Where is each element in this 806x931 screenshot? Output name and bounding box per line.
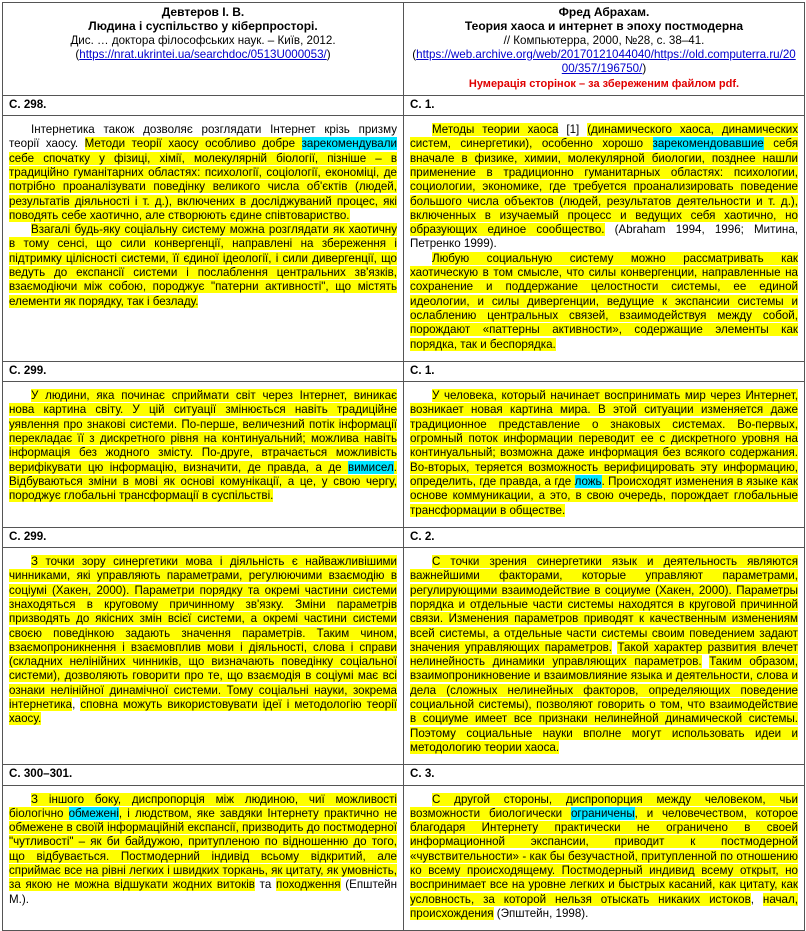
right-page-ref: С. 1. (404, 361, 805, 381)
left-source-link[interactable]: https://nrat.ukrintei.ua/searchdoc/0513U000053/ (79, 47, 327, 61)
page-row (3, 361, 805, 381)
left-text-cell (3, 548, 404, 765)
highlighted-text: Методы теории хаоса (432, 123, 559, 137)
highlighted-word: ограничены (570, 806, 635, 820)
highlighted-word: вимисел (348, 460, 394, 474)
right-page-ref: С. 2. (404, 527, 805, 547)
highlighted-text: Таким образом, взаимопроникновение и взаимовлияние языка и деятельности, слова и дела (сложных нелинейных факторов, определяющих поведение социальной системы), позволяют говорить о том, что взаимодействие в социуме имеет все признаки нелинейной динамической системы. Поэтому социальные науки вполне могут использовать идеи и методологию теории хаоса. (410, 655, 798, 754)
highlighted-text: Такой характер развития влечет нелинейность динамики управляющих параметров. (410, 640, 798, 669)
left-page-ref: С. 299. (3, 361, 404, 381)
highlighted-text: З точки зору синергетики мова і діяльність є найважливішими чинниками, які управляють параметрами, регулюючими взаємодію в соціумі (Хакен, 2000). Параметри порядку та окремі частини системи знаходяться в круговому причинному зв'язку. Зміни параметрів призводять до якісних змін всієї системи, а окремі частини системи своєю поведінкою задають значення параметрів. Таким чином, взаємопроникнення і взаємовплив мови і діяльності, слова і справи (складних нелінійних чинників, що визначають поведінку соціальної системи), дозволяють говорити про те, що взаємодія в соціумі має всі ознаки нелінійної динамічної системи. Тому соціальні науки, зокрема інтернетика (9, 555, 397, 712)
left-page-ref: С. 300–301. (3, 765, 404, 785)
header-row (3, 3, 805, 96)
right-text-cell (404, 116, 805, 362)
right-text-cell (404, 785, 805, 931)
highlighted-text: себя вначале в физике, химии, молекулярной биологии, позднее нашли применение в традиционно гуманитарных областях: психологии, социологии, экономике, где требуется проанализировать поведение большого числа объектов (людей, результатов деятельности и т. д.), включенных в изучаемый процесс и ведущих себя хаотично, но образующих единое сообщество. (410, 137, 799, 237)
right-title: Теория хаоса и интернет в эпоху постмодерна (464, 19, 744, 34)
left-page-ref: С. 299. (3, 527, 404, 547)
right-page-ref: С. 3. (404, 765, 805, 785)
highlighted-text: У человека, который начинает воспринимать мир через Интернет, возникает новая картина мира. В этой ситуации изменяется даже традиционное представление о знаковых системах. Во-первых, огромный поток информации переводит ее с дискретного уровня на континуальный; возможна даже информация без всякого содержания. Во-вторых, теряется возможность верифицировать эту информацию, определить, где правда, а где (410, 389, 798, 488)
right-author: Фред Абрахам. (558, 5, 650, 19)
plain-text: та (254, 878, 277, 892)
left-paragraph (9, 555, 397, 727)
plain-text: (Эпштейн, 1998). (493, 906, 589, 920)
highlighted-text: У людини, яка починає сприймати світ через Інтернет, виникає нова картина світу. У цій ситуації змінюється навіть традиційне уявлення про знакові системи. По-перше, величезний потік інформації перекладає її з дискретного рівня на континуальний; можлива навіть інформація без жодного змісту. По-друге, втрачається можливість верифікувати цю інформацію, визначити, де правда, а де (9, 389, 397, 474)
right-source-header (404, 3, 805, 96)
text-row (3, 785, 805, 931)
page-row (3, 765, 805, 785)
text-row (3, 382, 805, 528)
left-paragraph (9, 389, 397, 503)
highlighted-text: С точки зрения синергетики язык и деятельность являются важнейшими факторами, которые управляют параметрами, регулирующими взаимодействие в социуме (Хакен, 2000). Параметры порядка и отдельные части системы находятся в круговой причинной связи. Изменения параметров приводят к качественным изменениям всей системы, а отдельные части системы своим поведением задают значения управляющих параметров. (410, 555, 798, 654)
left-link-wrap: (https://nrat.ukrintei.ua/searchdoc/0513U000053/) (75, 47, 331, 61)
text-row (3, 116, 805, 362)
right-link-wrap: (https://web.archive.org/web/20170121044040/https://old.computerra.ru/2000/357/196750/) (412, 47, 796, 76)
right-citation: // Компьютерра, 2000, №28, с. 38–41. (503, 33, 705, 47)
highlighted-word: ложь (574, 474, 602, 488)
highlighted-text: , і людством, яке завдяки Інтернету практично не обмежене в своїй інформаційній експансії, призводить до постмодерної "чутливості" – як би байдужою, притупленою по відношенню до того, що відбувається. Постмодерний індивід всьому відкритий, але сприймає все на рівні легких і швидких торкань, як цитату, як умовність, за якою не можна відшукати жодних витоків (9, 806, 397, 892)
right-page-ref: С. 1. (404, 95, 805, 115)
left-title: Людина і суспільство у кіберпросторі. (88, 19, 318, 34)
highlighted-word: зарекомендовавшие (652, 137, 764, 151)
comparison-table (2, 2, 805, 931)
right-paragraph (410, 389, 798, 518)
highlighted-text: себе спочатку у фізиці, хімії, молекулярній біології, пізніше – в традиційно гуманітарних областях: психології, соціології, економіці, де потрібно проаналізувати поведінку великого числа об'єктів (людей, результатів діяльності і т. д.), включених в досліджуваний процес, які поводять себе хаотично, але створюють єдине співтовариство. (9, 151, 397, 222)
right-text-cell (404, 382, 805, 528)
plain-text: , (72, 698, 81, 712)
highlighted-text: . Происходят изменения в языке как основе коммуникации, а это, в свою очередь, порождает глобальные трансформации в обществе. (410, 474, 798, 517)
right-paragraph (410, 252, 798, 352)
page-row (3, 527, 805, 547)
highlighted-text: сповна можуть використовувати ідеї і методологію теорії хаосу. (9, 698, 397, 726)
highlighted-word: зарекомендували (301, 137, 397, 151)
highlighted-text: (динамического хаоса, динамических систем, синергетики), особенно хорошо (410, 123, 798, 151)
plain-text: [1] (558, 123, 588, 137)
left-author: Девтеров І. В. (161, 5, 245, 19)
highlighted-text: З іншого боку, диспропорція між людиною, чиї можливості біологічно (9, 792, 397, 820)
highlighted-text: Любую социальную систему можно рассматривать как хаотическую в том смысле, что силы конвергенции, направленные на сохранение и поддержание целостности системы, ее единой идеологии, и силы дивергенции, ведущие к экспансии системы и ослаблению центральных связей, взаимодействуя между собой, порождают «паттерны активности», содержащие элементы как порядка, так и беспорядка. (410, 251, 798, 351)
left-text-cell (3, 382, 404, 528)
left-source-header (3, 3, 404, 96)
highlighted-text: начал, происхождения (410, 892, 798, 920)
highlighted-text: Взагалі будь-яку соціальну систему можна розглядати як хаотичну в тому сенсі, що сили конвергенції, направлені на збереження і підтримку цілісності системи, її єдиної ідеології, і сили дивергенції, що ведуть до експансії системи і послаблення центральних зв'язків, взаємодіючи між собою, породжує "патерни активності", що містять елементи як порядку, так і безладу. (9, 223, 397, 308)
right-paragraph (410, 123, 798, 252)
plain-text: Інтернетика також дозволяє розглядати Інтернет крізь призму теорії хаосу. (9, 123, 397, 151)
left-paragraph (9, 793, 397, 907)
left-citation: Дис. … доктора філософських наук. – Київ, 2012. (70, 33, 336, 47)
highlighted-text: Методи теорії хаосу особливо добре (84, 137, 302, 151)
left-text-cell (3, 116, 404, 362)
left-paragraph (9, 123, 397, 223)
highlighted-text: , и человечеством, которое благодаря Интернету практически не ограничено в своей информационной экспансии, приводит к постмодерной «чувствительности» - как бы безучастной, притупленной по отношению ко всему происходящему. Постмодерный индивид всему открыт, но воспринимает все на уровне легких и быстрых касаний, как цитату, как условность, за которой нельзя отыскать никаких истоков (410, 806, 799, 906)
highlighted-text: походження (276, 878, 341, 892)
right-paragraph (410, 793, 798, 922)
right-text-cell (404, 548, 805, 765)
plain-text: (Епштейн М.). (9, 878, 397, 906)
left-text-cell (3, 785, 404, 931)
right-paragraph (410, 555, 798, 755)
left-page-ref: С. 298. (3, 95, 404, 115)
highlighted-text: С другой стороны, диспропорция между человеком, чьи возможности биологически (410, 792, 798, 820)
highlighted-text: . Відбуваються зміни в мові як основі комунікації, а це, у свою чергу, породжує глобальні трансформації в суспільстві. (9, 460, 397, 503)
highlighted-word: обмежені (68, 806, 119, 820)
right-link-part1: https://web.archive.org/web/20170121044040/https://old.computerra.ru/2000/357/196750/ (416, 47, 796, 76)
text-row (3, 548, 805, 765)
page-numbering-note: Нумерація сторінок – за збереженим файлом pdf. (468, 78, 740, 91)
plain-text: (Abraham 1994, 1996; Митина, Петренко 1999). (410, 223, 798, 251)
page-row (3, 95, 805, 115)
plain-text: , (750, 892, 763, 906)
right-source-link[interactable] (416, 48, 796, 75)
left-paragraph (9, 223, 397, 309)
